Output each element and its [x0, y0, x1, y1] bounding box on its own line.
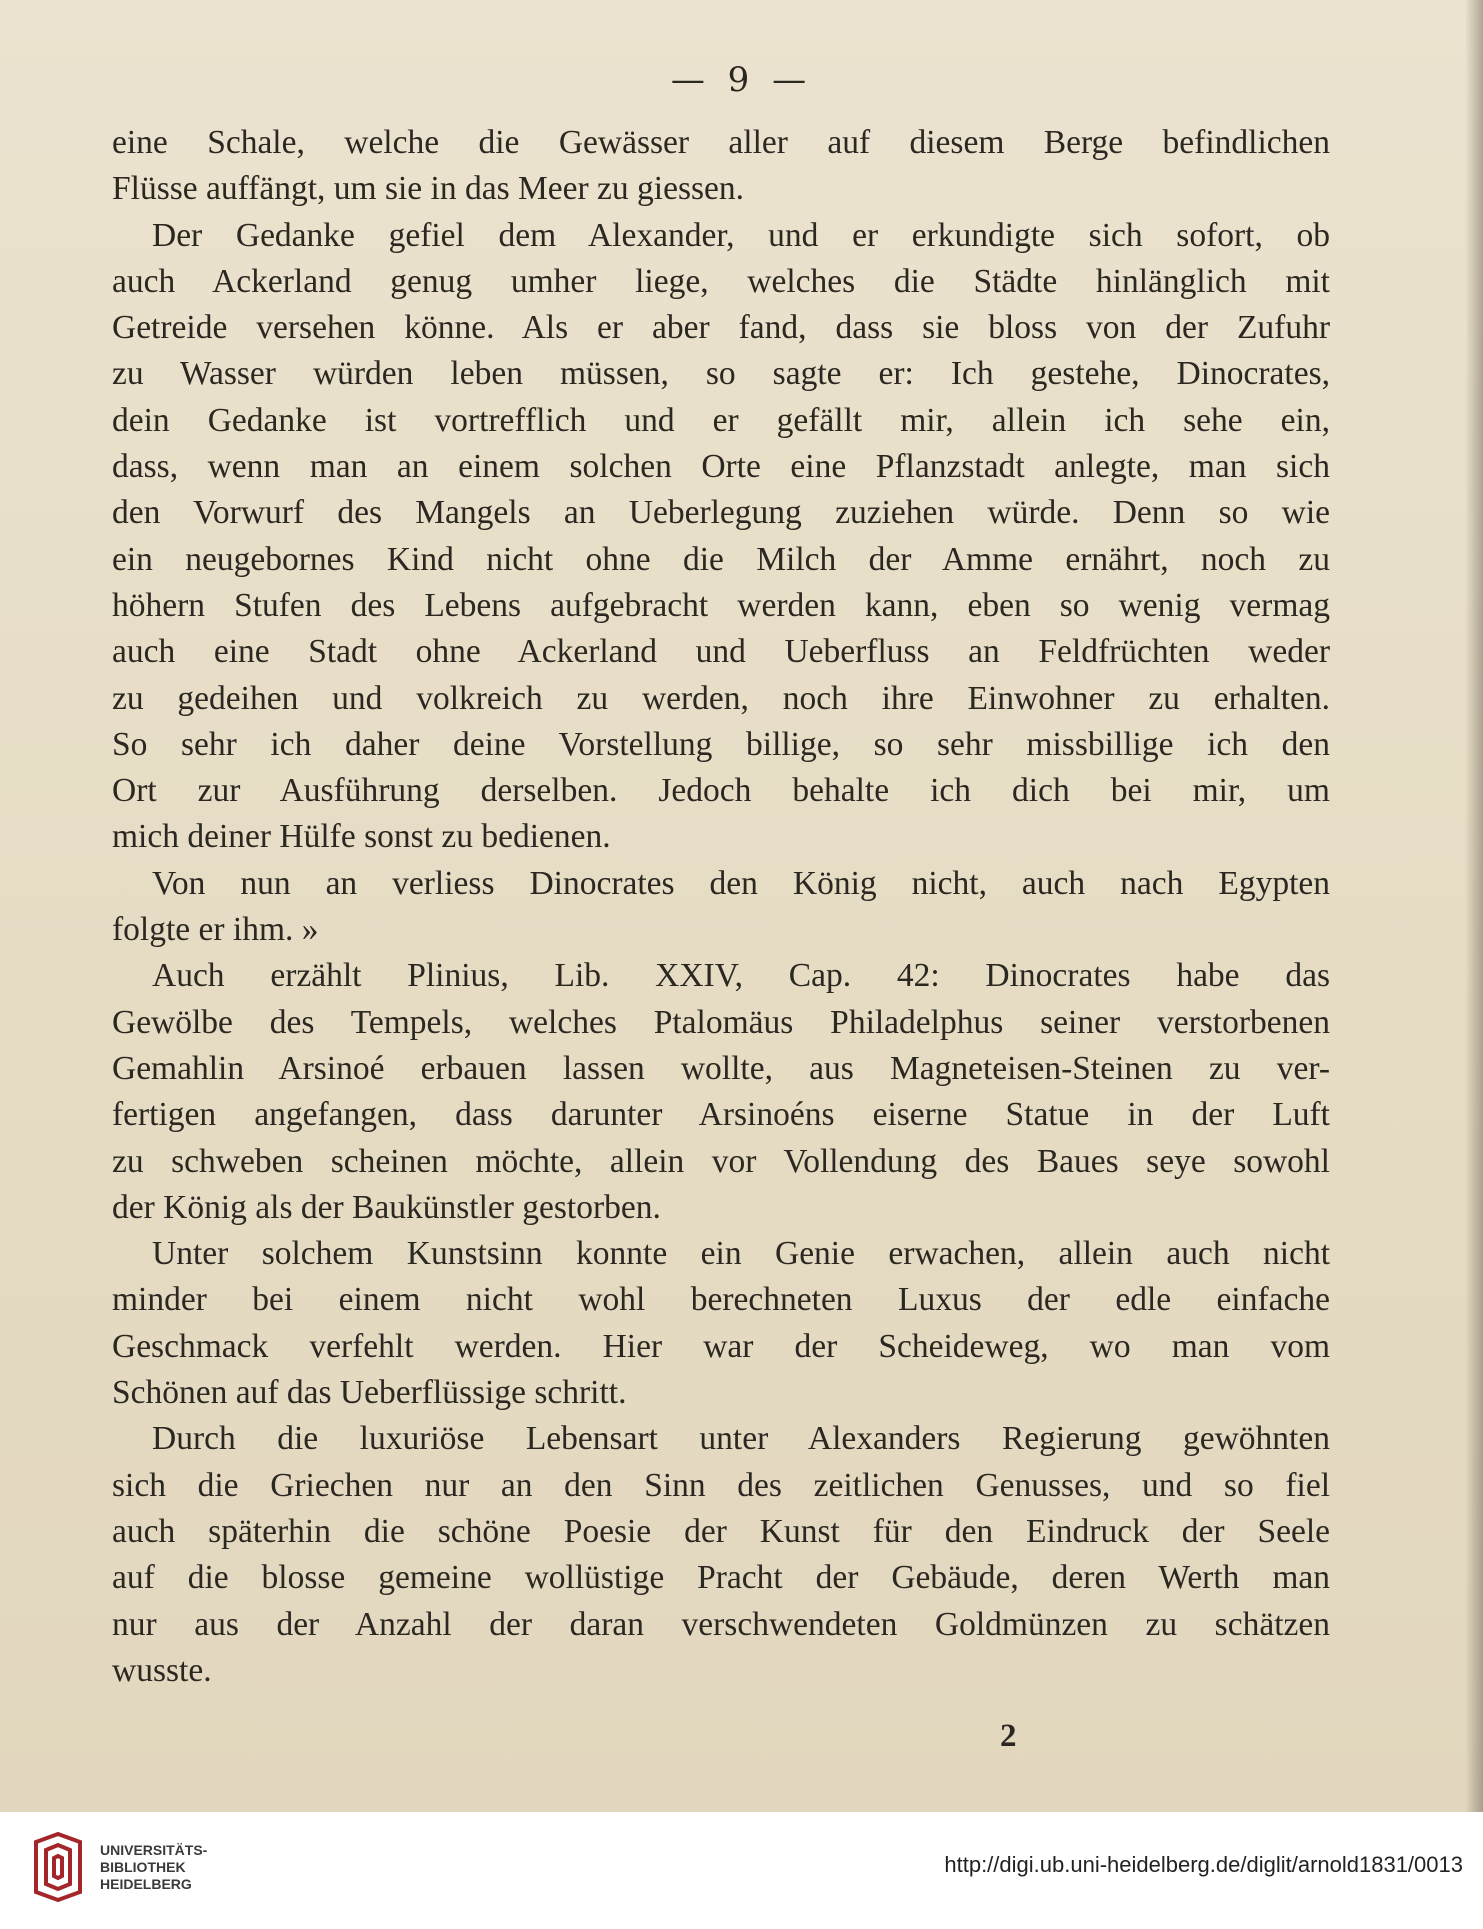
- text-line: folgte er ihm. »: [112, 911, 319, 949]
- library-name-line: HEIDELBERG: [100, 1876, 192, 1892]
- library-name-line: BIBLIOTHEK: [100, 1859, 186, 1875]
- text-line: Schönen auf das Ueberflüssige schritt.: [112, 1374, 627, 1412]
- text-line: der König als der Baukünstler gestorben.: [112, 1188, 661, 1226]
- paragraph: [112, 213, 1330, 861]
- signature-mark: 2: [1000, 1718, 1017, 1754]
- text-line: auch späterhin die schöne Poesie der Kunst für den Eindruck der Seele: [112, 1512, 1330, 1550]
- text-line: auch Ackerland genug umher liege, welches die Städte hinlänglich mit: [112, 262, 1330, 300]
- text-line: Von nun an verliess Dinocrates den König nicht, auch nach Egypten: [152, 864, 1330, 902]
- text-line: den Vorwurf des Mangels an Ueberlegung zuziehen würde. Denn so wie: [112, 494, 1330, 532]
- page-edge-shadow: [1465, 0, 1483, 1812]
- text-line: auf die blosse gemeine wollüstige Pracht der Gebäude, deren Werth man: [112, 1559, 1330, 1597]
- text-line: dein Gedanke ist vortrefflich und er gefällt mir, allein ich sehe ein,: [112, 401, 1330, 439]
- text-line: sich die Griechen nur an den Sinn des zeitlichen Genusses, und so fiel: [112, 1466, 1330, 1504]
- text-line: höhern Stufen des Lebens aufgebracht werden kann, eben so wenig vermag: [112, 586, 1330, 624]
- text-line: fertigen angefangen, dass darunter Arsinoéns eiserne Statue in der Luft: [112, 1096, 1330, 1134]
- paragraph: [112, 120, 1330, 213]
- text-line: Flüsse auffängt, um sie in das Meer zu giessen.: [112, 170, 745, 208]
- page-number: — 9 —: [670, 60, 813, 100]
- text-line: Unter solchem Kunstsinn konnte ein Genie erwachen, allein auch nicht: [152, 1235, 1330, 1273]
- text-line: Geschmack verfehlt werden. Hier war der Scheideweg, wo man vom: [112, 1327, 1330, 1365]
- text-line: Gemahlin Arsinoé erbauen lassen wollte, aus Magneteisen-Steinen zu ver-: [112, 1049, 1330, 1087]
- university-library-logo[interactable]: [28, 1832, 88, 1902]
- text-line: zu schweben scheinen möchte, allein vor Vollendung des Baues seye sowohl: [112, 1142, 1330, 1180]
- paragraph: [112, 1231, 1330, 1416]
- text-line: zu gedeihen und volkreich zu werden, noch ihre Einwohner zu erhalten.: [112, 679, 1330, 717]
- text-line: So sehr ich daher deine Vorstellung billige, so sehr missbillige ich den: [112, 725, 1330, 763]
- text-line: dass, wenn man an einem solchen Orte eine Pflanzstadt anlegte, man sich: [112, 448, 1330, 486]
- text-line: minder bei einem nicht wohl berechneten Luxus der edle einfache: [112, 1281, 1330, 1319]
- footer-bar: [0, 1812, 1483, 1929]
- paragraph: [112, 1416, 1330, 1694]
- text-line: Der Gedanke gefiel dem Alexander, und er erkundigte sich sofort, ob: [152, 216, 1330, 254]
- source-url[interactable]: http://digi.ub.uni-heidelberg.de/diglit/arnold1831/0013: [944, 1852, 1463, 1877]
- library-name[interactable]: [100, 1842, 207, 1893]
- body-text: [112, 120, 1330, 1694]
- text-line: Durch die luxuriöse Lebensart unter Alexanders Regierung gewöhnten: [152, 1420, 1330, 1458]
- text-line: zu Wasser würden leben müssen, so sagte er: Ich gestehe, Dinocrates,: [112, 355, 1330, 393]
- text-line: ein neugebornes Kind nicht ohne die Milch der Amme ernährt, noch zu: [112, 540, 1330, 578]
- text-line: Getreide versehen könne. Als er aber fand, dass sie bloss von der Zufuhr: [112, 309, 1330, 347]
- text-line: Ort zur Ausführung derselben. Jedoch behalte ich dich bei mir, um: [112, 772, 1330, 810]
- text-line: auch eine Stadt ohne Ackerland und Ueberfluss an Feldfrüchten weder: [112, 633, 1330, 671]
- paragraph: [112, 861, 1330, 954]
- text-line: Auch erzählt Plinius, Lib. XXIV, Cap. 42: Dinocrates habe das: [152, 957, 1330, 995]
- text-line: mich deiner Hülfe sonst zu bedienen.: [112, 818, 611, 856]
- text-line: Gewölbe des Tempels, welches Ptalomäus Philadelphus seiner verstorbenen: [112, 1003, 1330, 1041]
- text-line: nur aus der Anzahl der daran verschwendeten Goldmünzen zu schätzen: [112, 1605, 1330, 1643]
- text-line: eine Schale, welche die Gewässer aller auf diesem Berge befindlichen: [112, 124, 1330, 161]
- library-name-line: UNIVERSITÄTS-: [100, 1842, 208, 1858]
- text-line: wusste.: [112, 1651, 212, 1689]
- paragraph: [112, 953, 1330, 1231]
